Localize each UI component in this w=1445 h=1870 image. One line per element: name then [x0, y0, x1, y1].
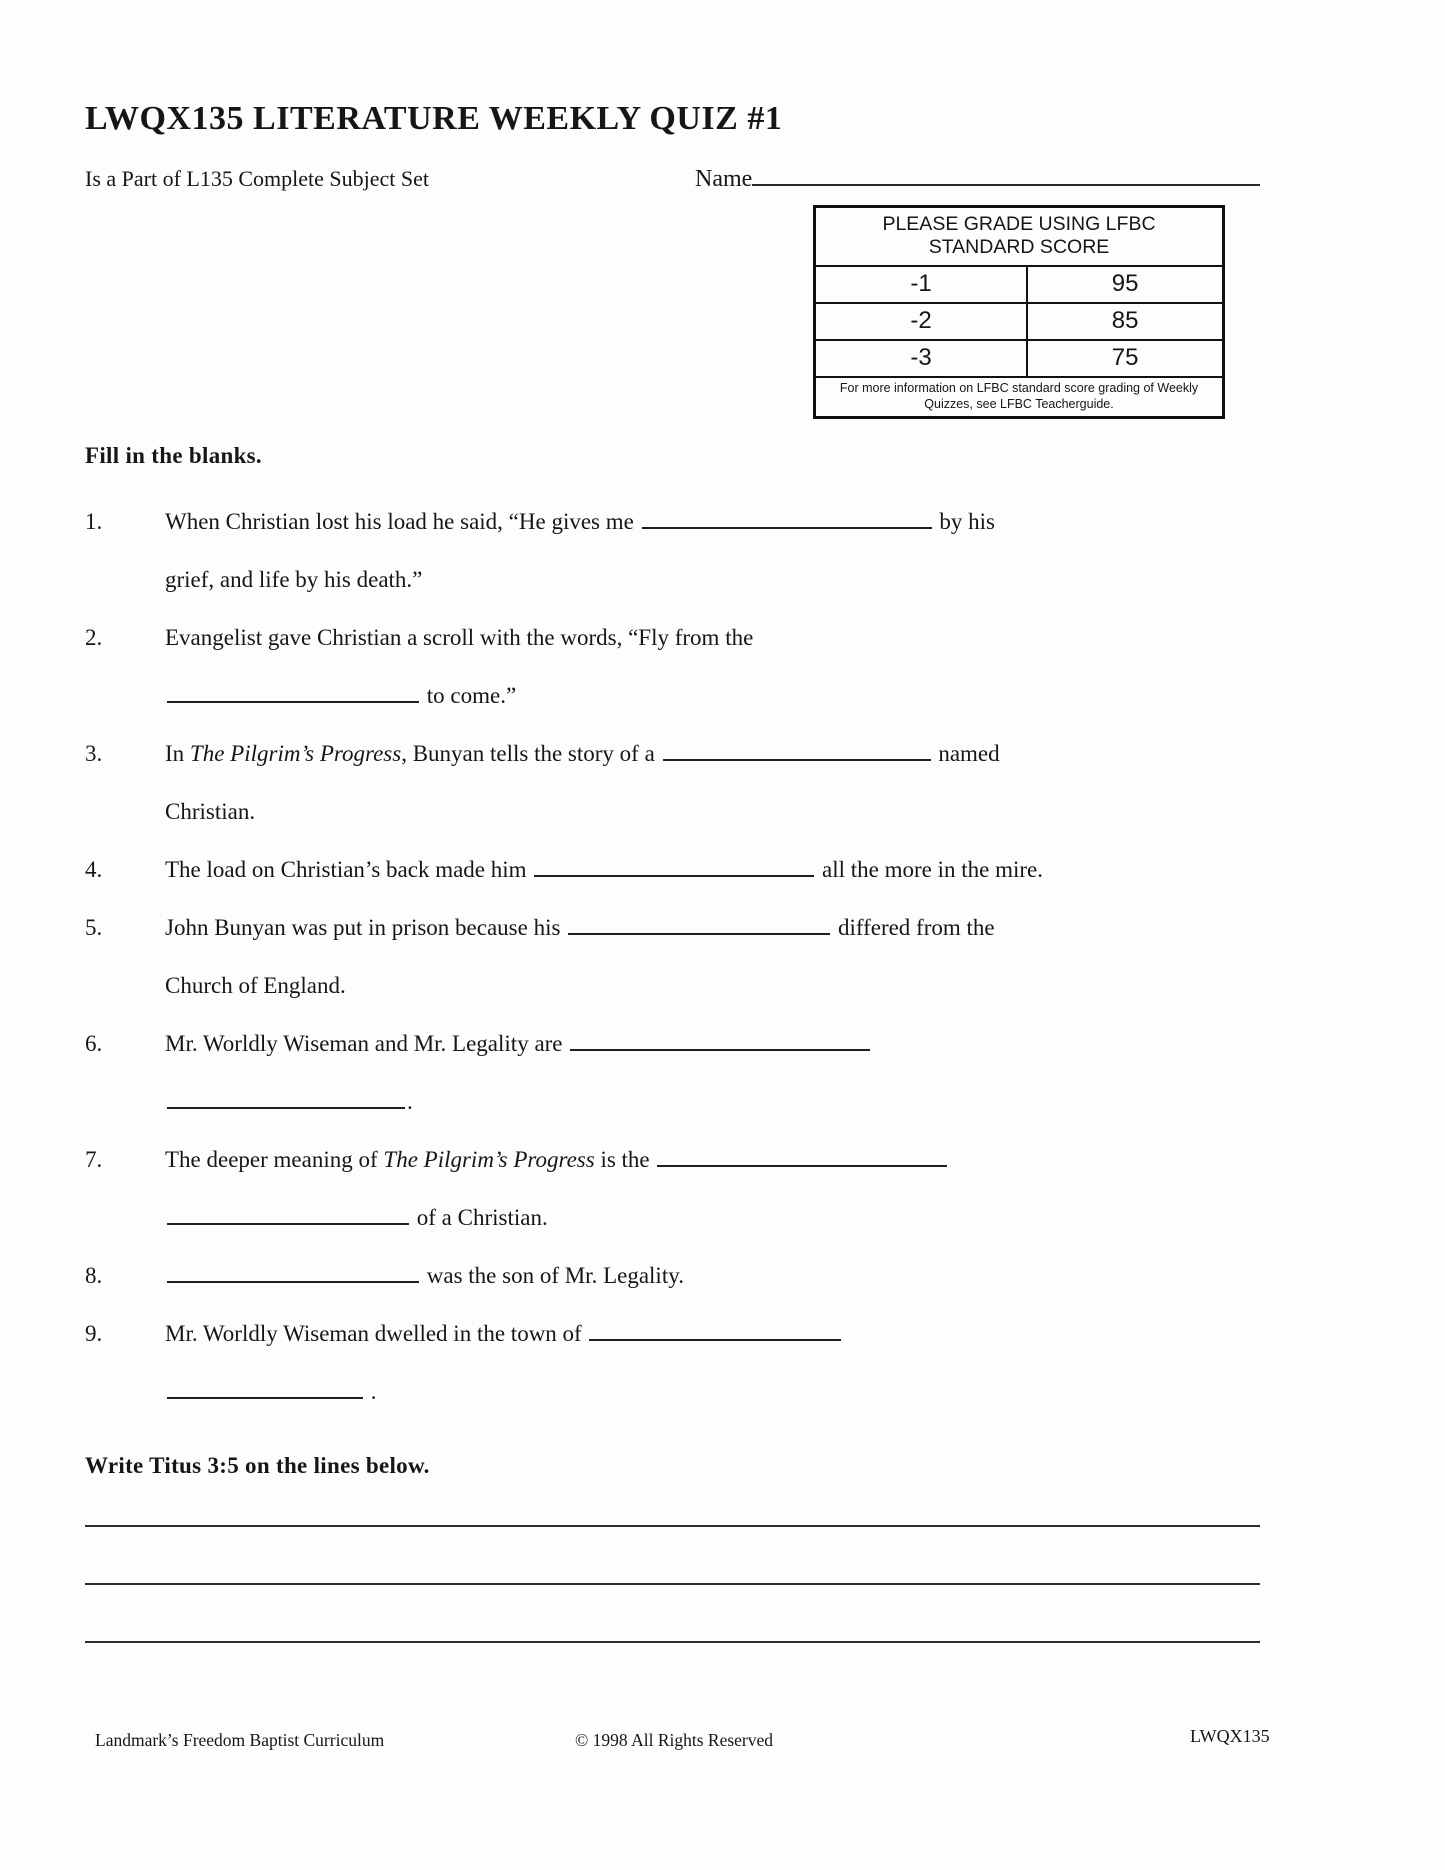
question-line [165, 1131, 1260, 1189]
essay-prompt: Write Titus 3:5 on the lines below. [85, 1453, 430, 1479]
table-row [815, 266, 1224, 303]
question-number: 5. [85, 915, 103, 941]
question-body [165, 899, 1260, 1015]
question-number: 8. [85, 1263, 103, 1289]
answer-blank [570, 1025, 870, 1051]
question-body [165, 609, 1260, 725]
question-line [165, 899, 1260, 957]
grade-table-container [85, 205, 1260, 419]
question-text: Mr. Worldly Wiseman and Mr. Legality are [165, 1031, 569, 1057]
question-text: Church of England. [165, 973, 346, 999]
question-text: of a Christian. [411, 1205, 548, 1231]
grade-table-header: PLEASE GRADE USING LFBC STANDARD SCORE [815, 207, 1224, 267]
answer-blank [663, 735, 931, 761]
question-text: named [932, 741, 1000, 767]
question-line [165, 725, 1260, 783]
deduction-cell: -1 [815, 266, 1028, 303]
question-line [165, 1363, 1260, 1421]
question [85, 609, 1260, 725]
answer-blank [534, 851, 814, 877]
question-text: Mr. Worldly Wiseman dwelled in the town of [165, 1321, 588, 1347]
question-body [165, 1131, 1260, 1247]
question-number: 3. [85, 741, 103, 767]
score-cell: 95 [1027, 266, 1223, 303]
answer-blank [167, 1083, 405, 1109]
book-title: The Pilgrim’s Progress [383, 1147, 595, 1173]
question-text: The deeper meaning of [165, 1147, 384, 1173]
question-number: 7. [85, 1147, 103, 1173]
question [85, 1131, 1260, 1247]
question-line [165, 493, 1260, 551]
grade-table [813, 205, 1225, 419]
essay-lines [85, 1525, 1260, 1643]
name-label: Name [695, 166, 753, 192]
question-body [165, 493, 1260, 609]
deduction-cell: -2 [815, 303, 1028, 340]
question-text: Christian. [165, 799, 256, 825]
question-line [165, 783, 1260, 841]
footer-copyright: © 1998 All Rights Reserved [575, 1730, 774, 1750]
question-number: 9. [85, 1321, 103, 1347]
question-text: , Bunyan tells the story of a [401, 741, 661, 767]
question-line [165, 1247, 1260, 1305]
question-text: John Bunyan was put in prison because his [165, 915, 567, 941]
question-text: to come.” [421, 683, 517, 709]
answer-blank [167, 1199, 409, 1225]
page-title: LWQX135 LITERATURE WEEKLY QUIZ #1 [85, 100, 783, 137]
question-line [165, 1305, 1260, 1363]
question-line [165, 609, 1260, 667]
footer-document-code: LWQX135 [1190, 1726, 1270, 1746]
question-body [165, 841, 1260, 899]
deduction-cell: -3 [815, 340, 1028, 377]
question-line [165, 667, 1260, 725]
question-text: by his [933, 509, 995, 535]
question [85, 493, 1260, 609]
question-body [165, 1247, 1260, 1305]
writing-line [85, 1525, 1260, 1527]
question-line [165, 957, 1260, 1015]
score-cell: 75 [1027, 340, 1223, 377]
question-text: Evangelist gave Christian a scroll with the words, “Fly from the [165, 625, 754, 651]
answer-blank [568, 909, 830, 935]
answer-blank [167, 1257, 419, 1283]
table-row [815, 340, 1224, 377]
question [85, 725, 1260, 841]
question-text: When Christian lost his load he said, “He gives me [165, 509, 640, 535]
answer-blank [657, 1141, 947, 1167]
answer-blank [642, 503, 932, 529]
question-text: . [407, 1089, 413, 1115]
question-text: grief, and life by his death.” [165, 567, 423, 593]
question-number: 1. [85, 509, 103, 535]
question-text: is the [594, 1147, 656, 1173]
writing-line [85, 1583, 1260, 1585]
question-text: The load on Christian’s back made him [165, 857, 533, 883]
question-line [165, 1189, 1260, 1247]
answer-blank [167, 677, 419, 703]
question-text: differed from the [832, 915, 995, 941]
score-cell: 85 [1027, 303, 1223, 340]
question-text: . [365, 1379, 377, 1405]
header-row [85, 162, 1260, 193]
question-body [165, 1015, 1260, 1131]
writing-line [85, 1641, 1260, 1643]
questions [85, 493, 1260, 1421]
name-area [695, 162, 1260, 193]
question-line [165, 1073, 1260, 1131]
question [85, 899, 1260, 1015]
question [85, 1247, 1260, 1305]
book-title: The Pilgrim’s Progress [189, 741, 402, 767]
question-line [165, 841, 1260, 899]
question-number: 6. [85, 1031, 103, 1057]
section-heading-fill-in-the-blanks: Fill in the blanks. [85, 443, 262, 469]
subtitle: Is a Part of L135 Complete Subject Set [85, 166, 429, 191]
table-row [815, 303, 1224, 340]
answer-blank [589, 1315, 841, 1341]
question-text: all the more in the mire. [816, 857, 1044, 883]
footer-publisher: Landmark’s Freedom Baptist Curriculum [95, 1730, 385, 1750]
question-body [165, 725, 1260, 841]
question-number: 2. [85, 625, 103, 651]
answer-blank [167, 1373, 363, 1399]
question [85, 1015, 1260, 1131]
question-line [165, 1015, 1260, 1073]
grade-table-note: For more information on LFBC standard score grading of Weekly Quizzes, see LFBC Teacherguide. [815, 377, 1224, 418]
question [85, 841, 1260, 899]
question-text: was the son of Mr. Legality. [421, 1263, 684, 1289]
question-text: In [165, 741, 190, 767]
question-number: 4. [85, 857, 103, 883]
question-body [165, 1305, 1260, 1421]
question-line [165, 551, 1260, 609]
name-entry-line [752, 162, 1260, 186]
question [85, 1305, 1260, 1421]
